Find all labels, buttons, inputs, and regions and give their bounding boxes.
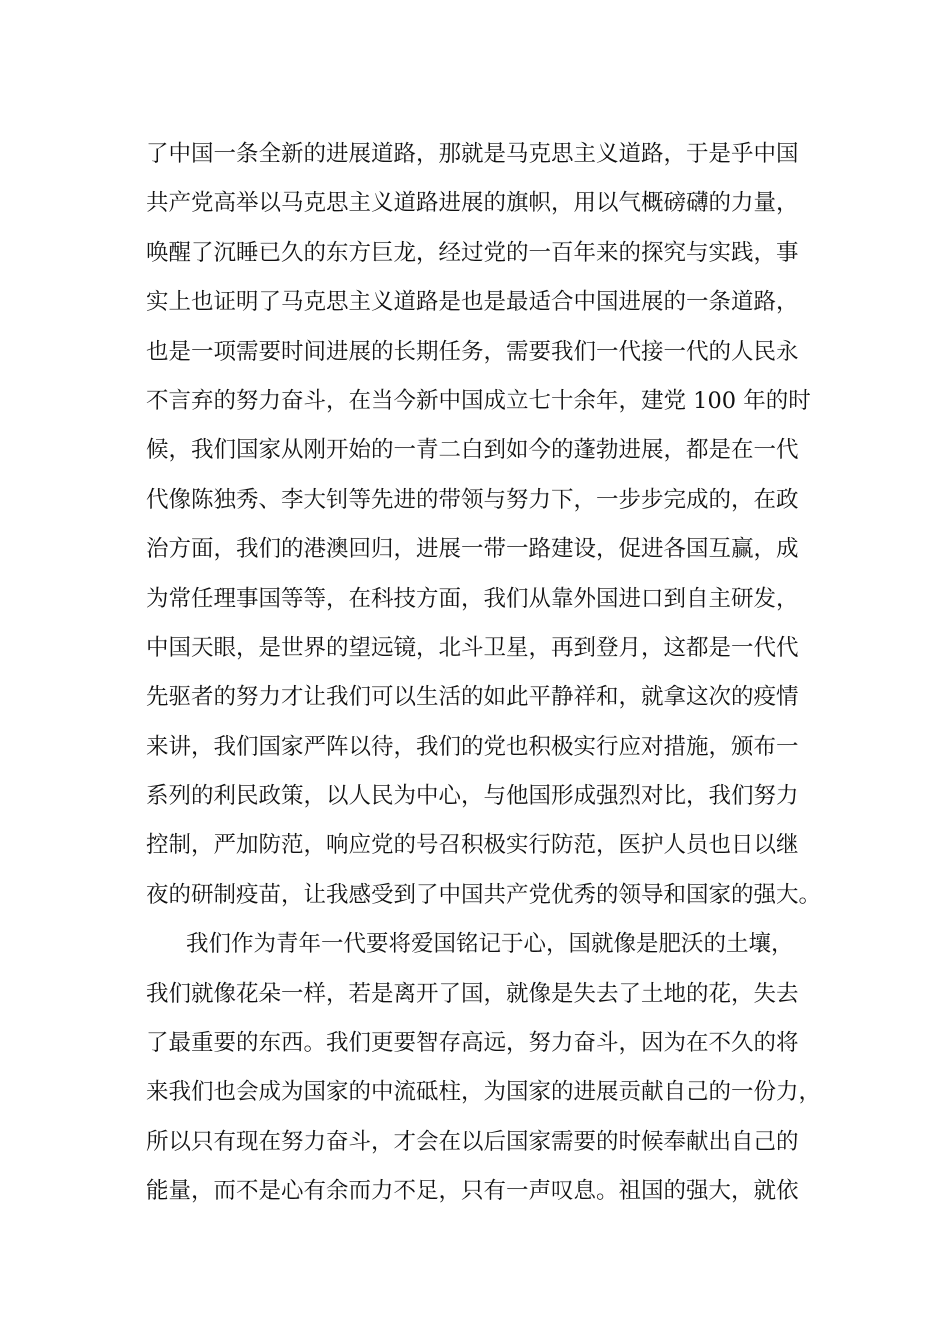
text-line: 共产党高举以马克思主义道路进展的旗帜，用以气概磅礴的力量，	[146, 190, 799, 217]
text-line: 夜的研制疫苗，让我感受到了中国共产党优秀的领导和国家的强大。	[146, 881, 822, 908]
text-line: 中国天眼，是世界的望远镜，北斗卫星，再到登月，这都是一代代	[146, 634, 799, 661]
text-line: 了最重要的东西。我们更要智存高远，努力奋斗，因为在不久的将	[146, 1030, 799, 1057]
text-line: 所以只有现在努力奋斗，才会在以后国家需要的时候奉献出自己的	[146, 1128, 799, 1155]
text-line: 不言弃的努力奋斗，在当今新中国成立七十余年，建党 100 年的时	[146, 387, 811, 414]
text-line: 代像陈独秀、李大钊等先进的带领与努力下，一步步完成的，在政	[146, 486, 799, 513]
paragraph-start-line: 我们作为青年一代要将爱国铭记于心，国就像是肥沃的土壤，	[186, 931, 794, 958]
text-line: 来讲，我们国家严阵以待，我们的党也积极实行应对措施，颁布一	[146, 733, 799, 760]
text-line: 我们就像花朵一样，若是离开了国，就像是失去了土地的花，失去	[146, 980, 799, 1007]
text-line: 为常任理事国等等，在科技方面，我们从靠外国进口到自主研发，	[146, 585, 799, 612]
text-line: 能量，而不是心有余而力不足，只有一声叹息。祖国的强大，就依	[146, 1178, 799, 1205]
text-line: 也是一项需要时间进展的长期任务，需要我们一代接一代的人民永	[146, 338, 799, 365]
text-line: 实上也证明了马克思主义道路是也是最适合中国进展的一条道路，	[146, 289, 799, 316]
text-line: 了中国一条全新的进展道路，那就是马克思主义道路，于是乎中国	[146, 141, 799, 167]
text-line: 控制，严加防范，响应党的号召积极实行防范，医护人员也日以继	[146, 832, 799, 859]
body-text	[146, 130, 836, 1217]
text-line: 来我们也会成为国家的中流砥柱，为国家的进展贡献自己的一份力，	[146, 1079, 822, 1106]
text-line: 治方面，我们的港澳回归，进展一带一路建设，促进各国互赢，成	[146, 536, 799, 563]
text-line: 唤醒了沉睡已久的东方巨龙，经过党的一百年来的探究与实践，事	[146, 239, 799, 266]
text-line: 候，我们国家从刚开始的一青二白到如今的蓬勃进展，都是在一代	[146, 437, 799, 464]
text-line: 系列的利民政策，以人民为中心，与他国形成强烈对比，我们努力	[146, 783, 799, 810]
text-line: 先驱者的努力才让我们可以生活的如此平静祥和，就拿这次的疫情	[146, 684, 799, 711]
